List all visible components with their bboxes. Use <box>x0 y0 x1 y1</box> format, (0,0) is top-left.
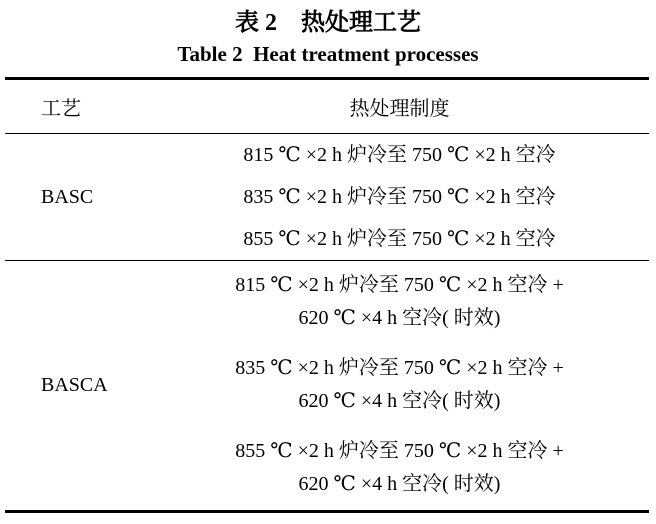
table-section-basc <box>5 134 649 261</box>
treatment-line: 815 ℃ ×2 h 炉冷至 750 ℃ ×2 h 空冷 + <box>235 274 564 296</box>
treatment-group <box>150 344 649 427</box>
treatment-line: 835 ℃ ×2 h 炉冷至 750 ℃ ×2 h 空冷 <box>243 186 556 208</box>
treatment-group <box>150 261 649 344</box>
table-header-row <box>5 80 649 134</box>
table-title-english: Table 2 Heat treatment processes <box>177 42 479 66</box>
process-label-basca: BASCA <box>41 374 108 396</box>
treatment-group <box>150 427 649 510</box>
table-title-chinese: 表 2 热处理工艺 <box>235 10 421 36</box>
table-section-basca <box>5 261 649 510</box>
regime-cell-basca <box>150 261 649 510</box>
treatment-line: 815 ℃ ×2 h 炉冷至 750 ℃ ×2 h 空冷 <box>243 144 556 166</box>
treatment-line: 835 ℃ ×2 h 炉冷至 750 ℃ ×2 h 空冷 + <box>235 357 564 379</box>
regime-cell-basc <box>150 134 649 260</box>
heat-treatment-table <box>5 77 649 513</box>
process-label-basc: BASC <box>41 185 94 208</box>
header-cell-regime: 热处理制度 <box>349 98 450 120</box>
treatment-line: 620 ℃ ×4 h 空冷( 时效) <box>298 307 501 329</box>
treatment-line: 620 ℃ ×4 h 空冷( 时效) <box>298 473 501 495</box>
treatment-line: 855 ℃ ×2 h 炉冷至 750 ℃ ×2 h 空冷 + <box>235 440 564 462</box>
header-cell-process: 工艺 <box>41 98 81 120</box>
treatment-line: 855 ℃ ×2 h 炉冷至 750 ℃ ×2 h 空冷 <box>243 228 556 250</box>
treatment-line: 620 ℃ ×4 h 空冷( 时效) <box>298 390 501 412</box>
